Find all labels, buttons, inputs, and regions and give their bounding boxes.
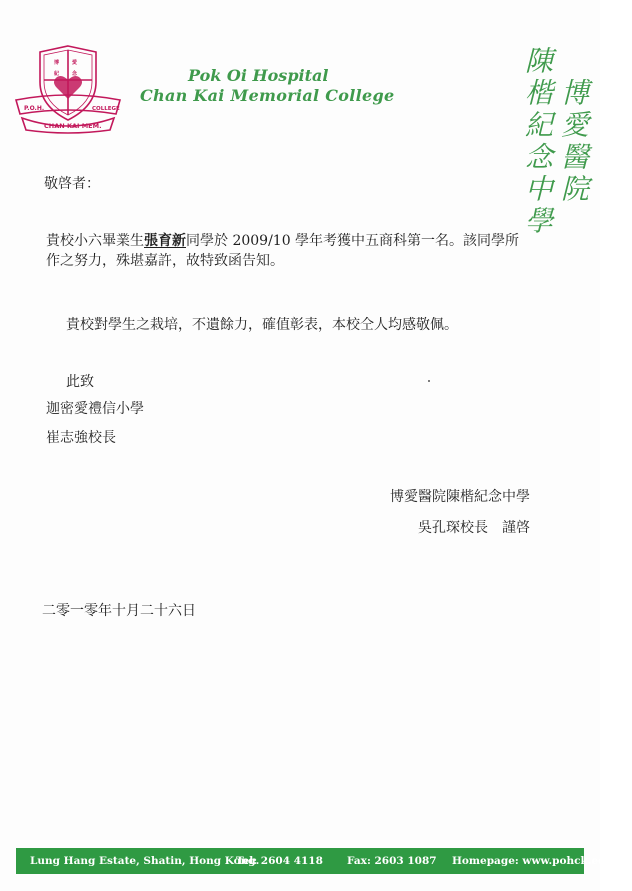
crest-text-chan-kai-mem: CHAN KAI MEM. [44,122,102,130]
crest-text-poh: P.O.H. [24,105,45,112]
school-name-line2: Chan Kai Memorial College [140,86,395,105]
school-name-chinese-vertical-col1: 陳楷紀念中學 [521,46,554,238]
paragraph-1 [46,231,536,271]
closing-zhizhi: 此致 [66,374,94,390]
svg-text:愛: 愛 [72,60,78,66]
school-name-chinese-vertical-col2: 博愛醫院 [557,78,590,206]
svg-text:紀: 紀 [54,71,60,77]
footer-fax: Fax: 2603 1087 [347,855,437,867]
svg-text:博: 博 [54,60,60,66]
letter-date: 二零一零年十月二十六日 [42,603,196,619]
footer-address: Lung Hang Estate, Shatin, Hong Kong. [30,855,260,867]
footer-homepage: Homepage: www.pohck.edu.hk [452,855,632,867]
school-name-line1: Pok Oi Hospital [188,66,329,85]
para1-prefix: 貴校小六畢業生 [46,233,144,249]
sender-principal: 吳孔琛校長 謹啓 [418,520,530,536]
crest-text-college: COLLEGE [92,106,120,112]
para1-line2: 作之努力，殊堪嘉許，故特致函告知。 [46,253,284,269]
sender-school: 博愛醫院陳楷紀念中學 [390,489,530,505]
student-name: 張育新 [144,233,186,249]
paper-speck [428,380,430,382]
paragraph-2: 貴校對學生之栽培，不遺餘力，確值彰表，本校仝人均感敬佩。 [66,317,458,333]
recipient-principal: 崔志強校長 [46,430,116,446]
footer-tel: Tel: 2604 4118 [236,855,323,867]
para1-suffix: 同學於 2009/10 學年考獲中五商科第一名。該同學所 [186,233,520,249]
school-name-english [140,66,394,106]
school-crest-logo [12,44,124,132]
salutation: 敬啓者： [44,176,100,192]
svg-text:念: 念 [72,71,78,77]
footer-contact-bar [16,848,632,874]
recipient-school: 迦密愛禮信小學 [46,401,144,417]
